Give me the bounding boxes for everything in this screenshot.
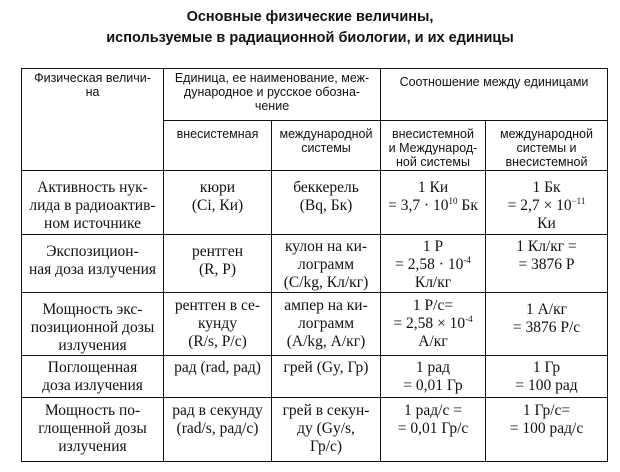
ratio-international-cell: 1 А/кг = 3876 Р/с xyxy=(486,293,608,356)
header-nonsystem: внесистемная xyxy=(164,121,272,171)
ratio-international-cell: 1 Кл/кг = = 3876 Р xyxy=(486,235,608,293)
table-row xyxy=(22,356,608,398)
ratio-international-cell: 1 Бк = $2,7 \times 10^{-11}$ Ки xyxy=(486,171,608,235)
header-row-1 xyxy=(22,69,608,121)
header-quantity: Физическая величи- на xyxy=(22,69,164,171)
ratio-nonsystem-cell: 1 Ки = $3,7 \cdot 10^{10}$ Бк xyxy=(381,171,486,235)
nonsystem-unit-cell: кюри (Ci, Ки) xyxy=(164,171,272,235)
table-row xyxy=(22,398,608,462)
quantity-cell: Поглощенная доза излучения xyxy=(22,356,164,398)
quantity-cell: Экспозицион- ная доза излучения xyxy=(22,235,164,293)
nonsystem-unit-cell: рентген (R, Р) xyxy=(164,235,272,293)
nonsystem-unit-cell: рад (rad, рад) xyxy=(164,356,272,398)
quantity-cell: Активность нук- лида в радиоактив- ном источнике xyxy=(22,171,164,235)
ratio-nonsystem-cell: 1 рад/с = = 0,01 Гр/с xyxy=(381,398,486,462)
table-row xyxy=(22,293,608,356)
international-unit-cell: кулон на ки- лограмм (C/kg, Кл/кг) xyxy=(272,235,381,293)
table-row xyxy=(22,171,608,235)
header-ratio-nonsystem: внесистемной и Международ- ной системы xyxy=(381,121,486,171)
international-unit-cell: грей в секун- ду (Gy/s, Гр/с) xyxy=(272,398,381,462)
ratio-international-cell: 1 Гр = 100 рад xyxy=(486,356,608,398)
ratio-nonsystem-cell: 1 рад = 0,01 Гр xyxy=(381,356,486,398)
units-table xyxy=(21,68,608,462)
table-row xyxy=(22,235,608,293)
page-title-line1: Основные физические величины, xyxy=(186,9,434,25)
international-unit-cell: беккерель (Bq, Бк) xyxy=(272,171,381,235)
nonsystem-unit-cell: рад в секунду (rad/s, рад/с) xyxy=(164,398,272,462)
quantity-cell: Мощность экс- позиционной дозы излучения xyxy=(22,293,164,356)
header-unit-group: Единица, ее наименование, меж- дународное и русское обозна- чение xyxy=(164,69,381,121)
header-ratio-international: международной системы и внесистемной xyxy=(486,121,608,171)
header-ratio-group: Соотношение между единицами xyxy=(381,69,608,121)
nonsystem-unit-cell: рентген в се- кунду (R/s, Р/с) xyxy=(164,293,272,356)
page-title-line2: используемые в радиационной биологии, и их единицы xyxy=(106,30,514,46)
ratio-nonsystem-cell: 1 Р = $2,58 \cdot 10^{-4}$ Кл/кг xyxy=(381,235,486,293)
international-unit-cell: грей (Gy, Гр) xyxy=(272,356,381,398)
international-unit-cell: ампер на ки- лограмм (A/kg, А/кг) xyxy=(272,293,381,356)
header-international: международной системы xyxy=(272,121,381,171)
quantity-cell: Мощность по- глощенной дозы излучения xyxy=(22,398,164,462)
ratio-nonsystem-cell: 1 Р/с= = $2,58 \times 10^{-4}$ А/кг xyxy=(381,293,486,356)
ratio-international-cell: 1 Гр/с= = 100 рад/с xyxy=(486,398,608,462)
